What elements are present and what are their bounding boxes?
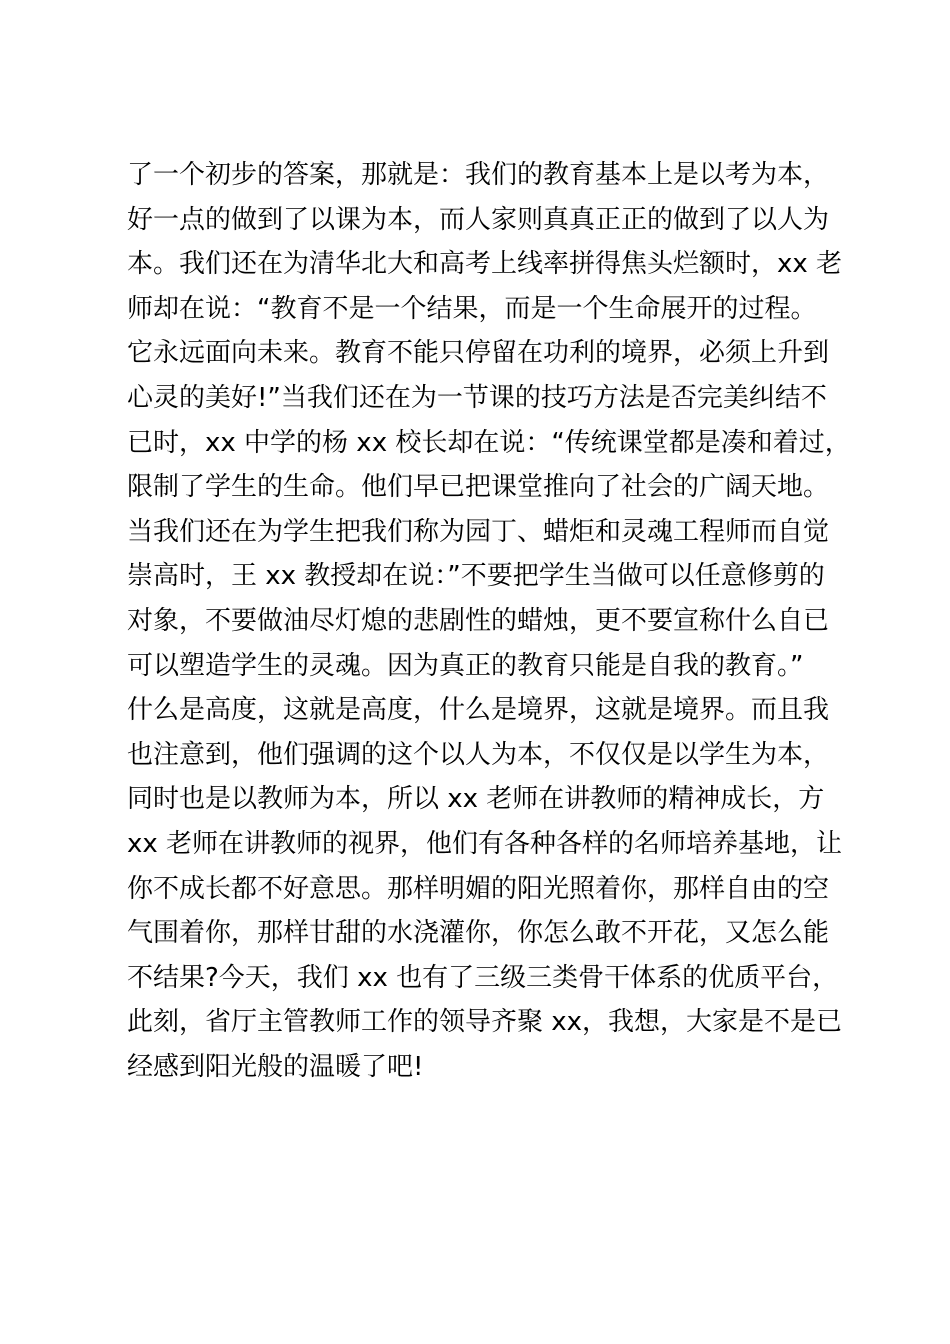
text-line: 当我们还在为学生把我们称为园丁、蜡炬和灵魂工程师而自觉: [127, 516, 830, 547]
text-line: 本。我们还在为清华北大和高考上线率拼得焦头烂额时，xx 老: [127, 249, 843, 280]
text-line: 对象，不要做油尽灯熄的悲剧性的蜡烛，更不要宣称什么自已: [127, 605, 830, 636]
text-line: 不结果?今天，我们 xx 也有了三级三类骨干体系的优质平台，: [127, 962, 839, 993]
text-line: 气围着你，那样甘甜的水浇灌你，你怎么敢不开花，又怎么能: [127, 918, 830, 949]
text-line: 此刻，省厅主管教师工作的领导齐聚 xx，我想，大家是不是已: [127, 1007, 843, 1038]
text-line: 崇高时，王 xx 教授却在说：”不要把学生当做可以任意修剪的: [127, 561, 825, 592]
text-line: 了一个初步的答案，那就是：我们的教育基本上是以考为本，: [127, 160, 830, 190]
text-line: 也注意到，他们强调的这个以人为本，不仅仅是以学生为本，: [127, 739, 830, 770]
text-line: 限制了学生的生命。他们早已把课堂推向了社会的广阔天地。: [127, 472, 830, 503]
text-line: 已时，xx 中学的杨 xx 校长却在说：“传统课堂都是凑和着过，: [127, 427, 851, 458]
text-line: 心灵的美好!”当我们还在为一节课的技巧方法是否完美纠结不: [127, 382, 827, 413]
text-line: 好一点的做到了以课为本，而人家则真真正正的做到了以人为: [127, 204, 830, 235]
text-line: 同时也是以教师为本，所以 xx 老师在讲教师的精神成长，方: [127, 784, 825, 815]
text-line: 它永远面向未来。教育不能只停留在功利的境界，必须上升到: [127, 338, 830, 369]
text-line: 你不成长都不好意思。那样明媚的阳光照着你，那样自由的空: [127, 873, 830, 904]
text-line: 师却在说：“教育不是一个结果，而是一个生命展开的过程。: [127, 293, 817, 324]
text-line: 可以塑造学生的灵魂。因为真正的教育只能是自我的教育。”: [127, 650, 804, 681]
text-line: 经感到阳光般的温暖了吧!: [127, 1051, 424, 1082]
text-line: xx 老师在讲教师的视界，他们有各种各样的名师培养基地，让: [127, 828, 843, 859]
text-line: 什么是高度，这就是高度，什么是境界，这就是境界。而且我: [127, 695, 830, 726]
body-text: [127, 153, 851, 1089]
